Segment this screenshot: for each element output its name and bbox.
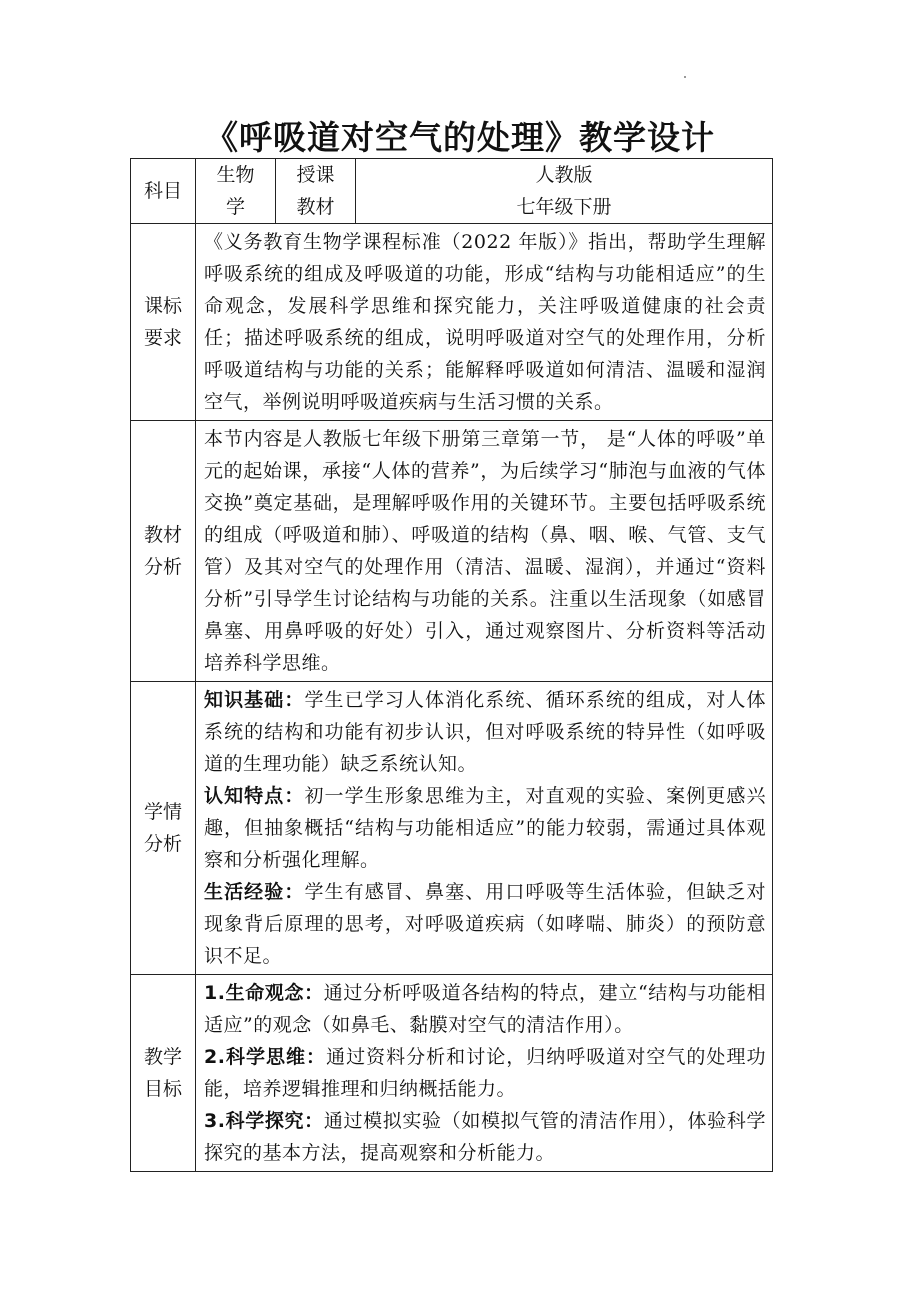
paragraph-heading: 知识基础： <box>204 689 305 711</box>
section-row-material <box>131 421 773 682</box>
subject-label-cell <box>131 159 196 224</box>
lesson-design-table <box>130 158 773 1172</box>
label-line-1: 教材 <box>143 524 182 546</box>
material-value-line-2: 七年级下册 <box>516 196 612 218</box>
material-value-cell <box>356 159 773 224</box>
section-body-students <box>196 682 773 975</box>
paragraph-text: 学生有感冒、鼻塞、用口呼吸等生活体验，但缺乏对现象背后原理的思考，对呼吸道疾病（如哮喘、肺炎）的预防意识不足。 <box>204 881 766 967</box>
material-value-line-1: 人教版 <box>535 164 593 186</box>
label-line-2: 要求 <box>143 327 182 349</box>
scan-dot <box>684 76 686 78</box>
subject-label: 科目 <box>143 180 182 202</box>
paragraph-heading: 认知特点： <box>204 785 305 807</box>
paragraph-text: 通过资料分析和讨论，归纳呼吸道对空气的处理功能，培养逻辑推理和归纳概括能力。 <box>204 1046 766 1100</box>
label-line-1: 教学 <box>143 1046 182 1068</box>
section-body-objectives <box>196 975 773 1172</box>
paragraph <box>204 1041 766 1105</box>
label-line-2: 分析 <box>143 556 182 578</box>
subject-value-line-2: 学 <box>225 196 245 218</box>
label-line-1: 学情 <box>143 801 182 823</box>
label-line-2: 分析 <box>143 833 182 855</box>
paragraph-text: 初一学生形象思维为主，对直观的实验、案例更感兴趣，但抽象概括“结构与功能相适应”的能力较弱，需通过具体观察和分析强化理解。 <box>204 785 766 871</box>
paragraph <box>204 684 766 780</box>
paragraph-text: 通过模拟实验（如模拟气管的清洁作用），体验科学探究的基本方法，提高观察和分析能力。 <box>204 1110 766 1164</box>
paragraph <box>204 780 766 876</box>
paragraph-text: 通过分析呼吸道各结构的特点，建立“结构与功能相适应”的观念（如鼻毛、黏膜对空气的清洁作用）。 <box>204 982 766 1036</box>
section-body-material <box>196 421 773 682</box>
paragraph-text: 本节内容是人教版七年级下册第三章第一节， 是“人体的呼吸”单元的起始课，承接“人体的营养”，为后续学习“肺泡与血液的气体交换”奠定基础，是理解呼吸作用的关键环节。主要包括呼吸系统的组成（呼吸道和肺）、呼吸道的结构（鼻、咽、喉、气管、支气管）及其对空气的处理作用（清洁、温暖、湿润），并通过“资料分析”引导学生讨论结构与功能的关系。注重以生活现象（如感冒鼻塞、用鼻呼吸的好处）引入，通过观察图片、分析资料等活动培养科学思维。 <box>204 428 766 674</box>
paragraph-text: 学生已学习人体消化系统、循环系统的组成，对人体系统的结构和功能有初步认识，但对呼吸系统的特异性（如呼吸道的生理功能）缺乏系统认知。 <box>204 689 766 775</box>
section-row-objectives <box>131 975 773 1172</box>
paragraph-heading: 生活经验： <box>204 881 305 903</box>
section-row-students <box>131 682 773 975</box>
material-label-line-1: 授课 <box>296 164 335 186</box>
label-line-2: 目标 <box>143 1078 182 1100</box>
paragraph <box>204 977 766 1041</box>
paragraph-heading: 1.生命观念： <box>204 982 324 1004</box>
paragraph <box>204 1105 766 1169</box>
material-label-line-2: 教材 <box>296 196 335 218</box>
material-label-cell <box>276 159 356 224</box>
section-label-objectives <box>131 975 196 1172</box>
section-label-material <box>131 421 196 682</box>
paragraph-heading: 3.科学探究： <box>204 1110 324 1132</box>
section-body-curriculum <box>196 224 773 421</box>
section-row-curriculum <box>131 224 773 421</box>
section-label-curriculum <box>131 224 196 421</box>
document-title: 《呼吸道对空气的处理》教学设计 <box>205 118 715 157</box>
subject-value-line-1: 生物 <box>216 164 255 186</box>
label-line-1: 课标 <box>143 295 182 317</box>
paragraph <box>204 226 766 418</box>
section-label-students <box>131 682 196 975</box>
paragraph-text: 《义务教育生物学课程标准（2022 年版）》指出，帮助学生理解呼吸系统的组成及呼吸道的功能，形成“结构与功能相适应”的生命观念，发展科学思维和探究能力，关注呼吸道健康的社会责任；描述呼吸系统的组成，说明呼吸道对空气的处理作用，分析呼吸道结构与功能的关系；能解释呼吸道如何清洁、温暖和湿润空气，举例说明呼吸道疾病与生活习惯的关系。 <box>204 231 766 413</box>
subject-value-cell <box>196 159 276 224</box>
paragraph <box>204 876 766 972</box>
paragraph <box>204 423 766 679</box>
paragraph-heading: 2.科学思维： <box>204 1046 327 1068</box>
info-row <box>131 159 773 224</box>
